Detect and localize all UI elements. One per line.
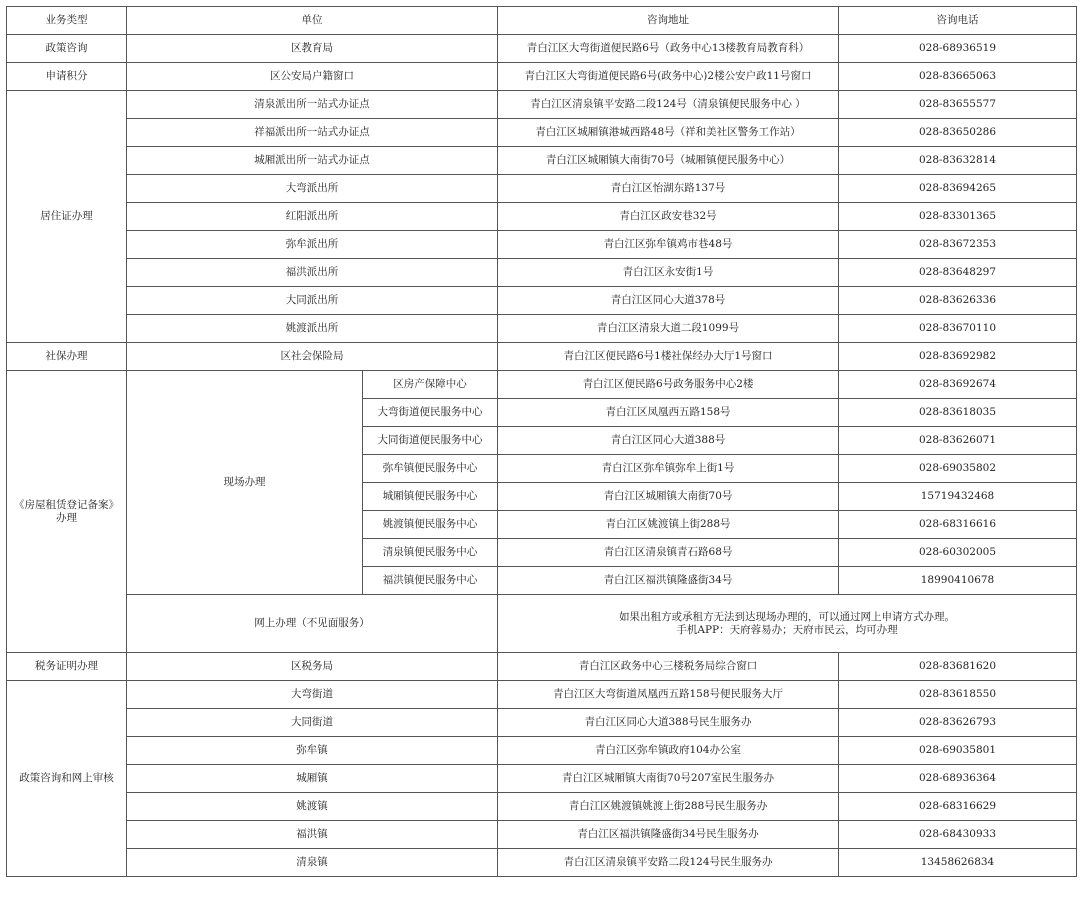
rental-phone: 028-60302005 — [839, 539, 1077, 567]
table-row — [7, 681, 1077, 709]
review-unit: 福洪镇 — [127, 821, 498, 849]
residence-phone: 028-83694265 — [839, 175, 1077, 203]
review-unit: 大同街道 — [127, 709, 498, 737]
residence-phone: 028-83670110 — [839, 315, 1077, 343]
policy-type: 政策咨询 — [7, 35, 127, 63]
review-type: 政策咨询和网上审核 — [7, 681, 127, 877]
social-phone: 028-83692982 — [839, 343, 1077, 371]
rental-address: 青白江区城厢镇大南街70号 — [498, 483, 839, 511]
rental-address: 青白江区弥牟镇弥牟上街1号 — [498, 455, 839, 483]
residence-address: 青白江区清泉大道二段1099号 — [498, 315, 839, 343]
tax-address: 青白江区政务中心三楼税务局综合窗口 — [498, 653, 839, 681]
tax-type: 税务证明办理 — [7, 653, 127, 681]
rental-online-label: 网上办理（不见面服务） — [127, 595, 498, 653]
review-phone: 028-68316629 — [839, 793, 1077, 821]
rental-phone: 18990410678 — [839, 567, 1077, 595]
rental-online-note-line-2: 手机APP：天府蓉易办；天府市民云，均可办理 — [676, 623, 898, 636]
rental-online-row — [7, 595, 1077, 653]
social-unit: 区社会保险局 — [127, 343, 498, 371]
review-unit: 弥牟镇 — [127, 737, 498, 765]
header-row — [7, 7, 1077, 35]
review-phone: 028-69035801 — [839, 737, 1077, 765]
residence-address: 青白江区清泉镇平安路二段124号（清泉镇便民服务中心 ） — [498, 91, 839, 119]
service-contact-table — [6, 6, 1077, 877]
residence-type: 居住证办理 — [7, 91, 127, 343]
table-row — [7, 91, 1077, 119]
rental-online-note — [498, 595, 1077, 653]
rental-address: 青白江区便民路6号政务服务中心2楼 — [498, 371, 839, 399]
rental-unit: 清泉镇便民服务中心 — [363, 539, 498, 567]
residence-phone: 028-83632814 — [839, 147, 1077, 175]
social-address: 青白江区便民路6号1楼社保经办大厅1号窗口 — [498, 343, 839, 371]
table-row — [7, 287, 1077, 315]
residence-unit: 姚渡派出所 — [127, 315, 498, 343]
rental-phone: 028-83618035 — [839, 399, 1077, 427]
points-phone: 028-83665063 — [839, 63, 1077, 91]
rental-address: 青白江区福洪镇隆盛街34号 — [498, 567, 839, 595]
social-row — [7, 343, 1077, 371]
rental-phone: 028-68316616 — [839, 511, 1077, 539]
review-address: 青白江区大弯街道凤凰西五路158号便民服务大厅 — [498, 681, 839, 709]
table-row — [7, 203, 1077, 231]
points-unit: 区公安局户籍窗口 — [127, 63, 498, 91]
rental-unit: 大同街道便民服务中心 — [363, 427, 498, 455]
residence-address: 青白江区城厢镇港城西路48号（祥和美社区警务工作站） — [498, 119, 839, 147]
review-phone: 13458626834 — [839, 849, 1077, 877]
table-row — [7, 315, 1077, 343]
rental-phone: 028-83692674 — [839, 371, 1077, 399]
review-address: 青白江区同心大道388号民生服务办 — [498, 709, 839, 737]
residence-unit: 祥福派出所一站式办证点 — [127, 119, 498, 147]
policy-phone: 028-68936519 — [839, 35, 1077, 63]
rental-phone: 15719432468 — [839, 483, 1077, 511]
table-row — [7, 849, 1077, 877]
tax-phone: 028-83681620 — [839, 653, 1077, 681]
review-unit: 姚渡镇 — [127, 793, 498, 821]
rental-address: 青白江区同心大道388号 — [498, 427, 839, 455]
residence-unit: 弥牟派出所 — [127, 231, 498, 259]
rental-unit: 姚渡镇便民服务中心 — [363, 511, 498, 539]
review-address: 青白江区弥牟镇政府104办公室 — [498, 737, 839, 765]
header-phone: 咨询电话 — [839, 7, 1077, 35]
rental-online-note-line-1: 如果出租方或承租方无法到达现场办理的，可以通过网上申请方式办理。 — [619, 610, 955, 623]
rental-address: 青白江区姚渡镇上街288号 — [498, 511, 839, 539]
table-row — [7, 737, 1077, 765]
residence-phone: 028-83655577 — [839, 91, 1077, 119]
rental-address: 青白江区凤凰西五路158号 — [498, 399, 839, 427]
points-address: 青白江区大弯街道便民路6号(政务中心)2楼公安户政11号窗口 — [498, 63, 839, 91]
rental-unit: 区房产保障中心 — [363, 371, 498, 399]
review-address: 青白江区福洪镇隆盛街34号民生服务办 — [498, 821, 839, 849]
tax-unit: 区税务局 — [127, 653, 498, 681]
review-unit: 清泉镇 — [127, 849, 498, 877]
table-row — [7, 793, 1077, 821]
rental-onsite-label: 现场办理 — [127, 371, 363, 595]
residence-phone: 028-83648297 — [839, 259, 1077, 287]
review-phone: 028-68936364 — [839, 765, 1077, 793]
residence-phone: 028-83626336 — [839, 287, 1077, 315]
header-unit: 单位 — [127, 7, 498, 35]
residence-address: 青白江区弥牟镇鸡市巷48号 — [498, 231, 839, 259]
residence-address: 青白江区政安巷32号 — [498, 203, 839, 231]
review-address: 青白江区城厢镇大南街70号207室民生服务办 — [498, 765, 839, 793]
residence-phone: 028-83650286 — [839, 119, 1077, 147]
review-unit: 大弯街道 — [127, 681, 498, 709]
rental-phone: 028-69035802 — [839, 455, 1077, 483]
table-row — [7, 709, 1077, 737]
review-address: 青白江区姚渡镇姚渡上街288号民生服务办 — [498, 793, 839, 821]
residence-address: 青白江区同心大道378号 — [498, 287, 839, 315]
header-type: 业务类型 — [7, 7, 127, 35]
policy-row — [7, 35, 1077, 63]
residence-unit: 大同派出所 — [127, 287, 498, 315]
points-row — [7, 63, 1077, 91]
policy-unit: 区教育局 — [127, 35, 498, 63]
residence-unit: 城厢派出所一站式办证点 — [127, 147, 498, 175]
table-row — [7, 119, 1077, 147]
residence-phone: 028-83301365 — [839, 203, 1077, 231]
table-row — [7, 259, 1077, 287]
residence-address: 青白江区永安街1号 — [498, 259, 839, 287]
tax-row — [7, 653, 1077, 681]
residence-unit: 红阳派出所 — [127, 203, 498, 231]
header-address: 咨询地址 — [498, 7, 839, 35]
table-row — [7, 821, 1077, 849]
rental-type: 《房屋租赁登记备案》办理 — [7, 371, 127, 653]
review-phone: 028-68430933 — [839, 821, 1077, 849]
rental-unit: 大弯街道便民服务中心 — [363, 399, 498, 427]
rental-unit: 城厢镇便民服务中心 — [363, 483, 498, 511]
table-row — [7, 147, 1077, 175]
review-address: 青白江区清泉镇平安路二段124号民生服务办 — [498, 849, 839, 877]
residence-unit: 清泉派出所一站式办证点 — [127, 91, 498, 119]
review-phone: 028-83618550 — [839, 681, 1077, 709]
residence-unit: 大弯派出所 — [127, 175, 498, 203]
table-row — [7, 231, 1077, 259]
rental-phone: 028-83626071 — [839, 427, 1077, 455]
social-type: 社保办理 — [7, 343, 127, 371]
table-row — [7, 175, 1077, 203]
points-type: 申请积分 — [7, 63, 127, 91]
residence-phone: 028-83672353 — [839, 231, 1077, 259]
residence-unit: 福洪派出所 — [127, 259, 498, 287]
rental-address: 青白江区清泉镇青石路68号 — [498, 539, 839, 567]
review-unit: 城厢镇 — [127, 765, 498, 793]
table-row — [7, 371, 1077, 399]
residence-address: 青白江区城厢镇大南街70号（城厢镇便民服务中心） — [498, 147, 839, 175]
review-phone: 028-83626793 — [839, 709, 1077, 737]
policy-address: 青白江区大弯街道便民路6号（政务中心13楼教育局教育科） — [498, 35, 839, 63]
rental-unit: 弥牟镇便民服务中心 — [363, 455, 498, 483]
table-row — [7, 765, 1077, 793]
rental-unit: 福洪镇便民服务中心 — [363, 567, 498, 595]
residence-address: 青白江区怡湖东路137号 — [498, 175, 839, 203]
